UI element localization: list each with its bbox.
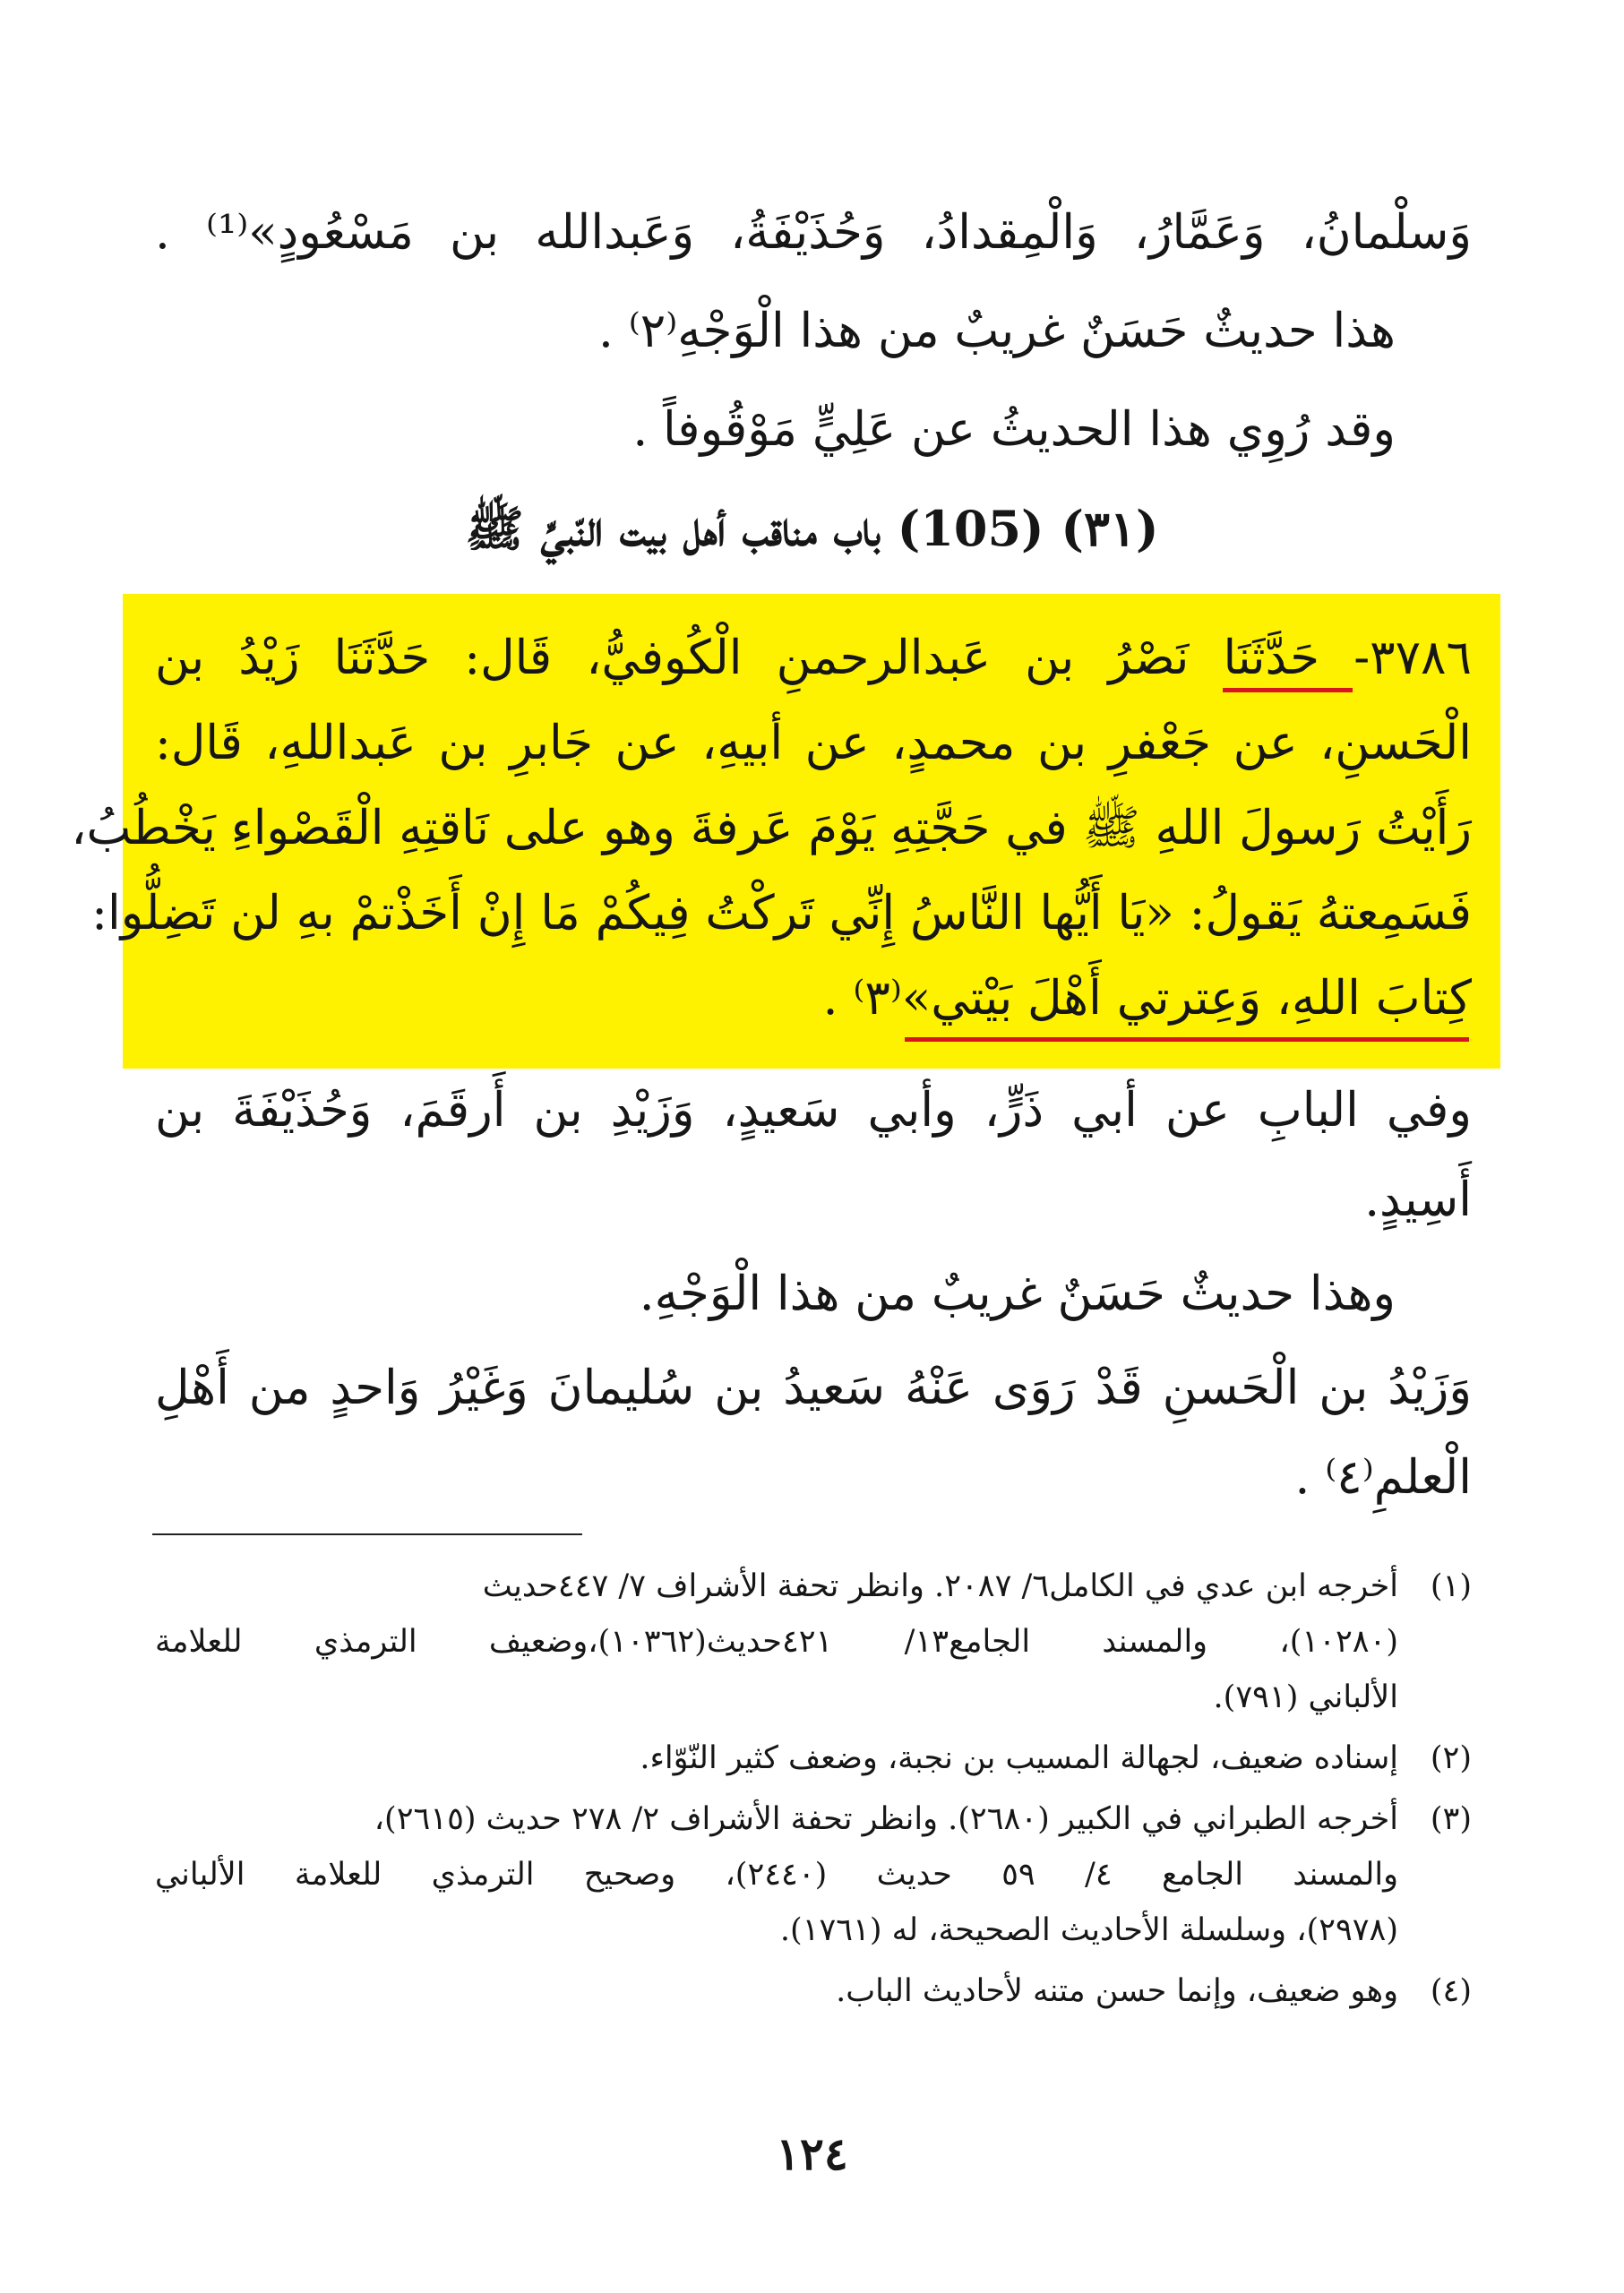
- hadith-line-3: رَأَيْتُ رَسولَ اللهِ ﷺ في حَجَّتِهِ يَوْمَ عَرفةَ وهو على نَاقتِهِ الْقَصْواءِ يَخْطُبُ،: [71, 801, 1472, 855]
- footnote-number: (٤): [1430, 1973, 1472, 2009]
- footnote-3-line-3: (٢٩٧٨)، وسلسلة الأحاديث الصحيحة، له (١٧٦١).: [779, 1912, 1398, 1948]
- footnote-number: (٢): [1430, 1740, 1472, 1776]
- footnote-text: أخرجه ابن عدي في الكامل٦/ ٢٠٨٧. وانظر تحفة الأشراف ٧/ ٤٤٧حديث: [482, 1568, 1398, 1604]
- after-line-3: وهذا حديثٌ حَسَنٌ غريبٌ من هذا الْوَجْهِ.: [639, 1267, 1396, 1321]
- hadith-number-underline: [1223, 688, 1353, 692]
- footnote-number: (١): [1430, 1568, 1472, 1604]
- quote-underline: [905, 1037, 1469, 1042]
- footnote-text: وهو ضعيف، وإنما حسن متنه لأحاديث الباب.: [836, 1973, 1398, 2009]
- footnote-3: [155, 1791, 1472, 1847]
- footnote-2: [155, 1730, 1472, 1786]
- hadith-line-4: فَسَمِعتهُ يَقولُ: «يَا أَيُّها النَّاسُ إِنِّي تَركْتُ فِيكُمْ مَا إِنْ أَخَذْتمْ بهِ لن تَضِلُّوا:: [91, 886, 1472, 940]
- footnote-4: [155, 1963, 1472, 2019]
- hadith-line-2: الْحَسنِ، عن جَعْفرِ بن محمدٍ، عن أبيهِ، عن جَابرِ بن عَبداللهِ، قَال:: [155, 716, 1472, 770]
- footnote-3-line-2: والمسند الجامع ٤/ ٥٩ حديث (٢٤٤٠)، وصحيح الترمذي للعلامة الألباني: [155, 1857, 1398, 1893]
- after-line-4: وَزَيْدُ بن الْحَسنِ قَدْ رَوَى عَنْهُ سَعيدُ بن سُليمانَ وَغَيْرُ وَاحدٍ من أَهْلِ: [155, 1361, 1472, 1415]
- after-line-5: الْعلمِ⁽٤⁾ .: [1294, 1450, 1472, 1505]
- footnote-separator: [152, 1533, 582, 1535]
- text-line-2: هذا حديثٌ حَسَنٌ غريبٌ من هذا الْوَجْهِ⁽٢⁾ .: [598, 304, 1396, 358]
- footnote-text: أخرجه الطبراني في الكبير (٢٦٨٠). وانظر تحفة الأشراف ٢/ ٢٧٨ حديث (٢٦١٥)،: [374, 1801, 1398, 1837]
- text-line-1: وَسلْمانُ، وَعَمَّارُ، وَالْمِقدادُ، وَحُذَيْفَةُ، وَعَبدالله بن مَسْعُودٍ»⁽¹⁾ .: [155, 205, 1472, 260]
- page-number: ١٢٤: [776, 2127, 848, 2180]
- hadith-line-5: كِتابَ اللهِ، وَعِترتي أَهْلَ بَيْتي»⁽٣⁾ .: [822, 971, 1472, 1026]
- footnote-1-line-3: الألباني (٧٩١).: [1213, 1679, 1398, 1715]
- footnote-text: إسناده ضعيف، لجهالة المسيب بن نجبة، وضعف كثير النّوّاء.: [640, 1740, 1398, 1776]
- hadith-line-1: ٣٧٨٦- حَدَّثَنَا نَصْرُ بن عَبدالرحمنِ الْكُوفيُّ، قَال: حَدَّثَنَا زَيْدُ بن: [155, 631, 1472, 685]
- text-line-3: وقد رُوِي هذا الحديثُ عن عَلِيٍّ مَوْقُوفاً .: [632, 402, 1396, 457]
- footnote-1: [155, 1559, 1472, 1614]
- footnote-number: (٣): [1430, 1801, 1472, 1837]
- footnote-1-line-2: (١٠٢٨٠)، والمسند الجامع١٣/ ٤٢١حديث(١٠٣٦٢)،وضعيف الترمذي للعلامة: [155, 1624, 1399, 1660]
- after-line-2: أَسِيدٍ.: [1364, 1172, 1472, 1227]
- chapter-heading: (٣١) (105) باب مناقب أهل بيت النّبيِّ ﷺ: [465, 500, 1159, 557]
- after-line-1: وفي البابِ عن أبي ذَرٍّ، وأبي سَعيدٍ، وَزَيْدِ بن أَرقَمَ، وَحُذَيْفَةَ بن: [155, 1083, 1472, 1138]
